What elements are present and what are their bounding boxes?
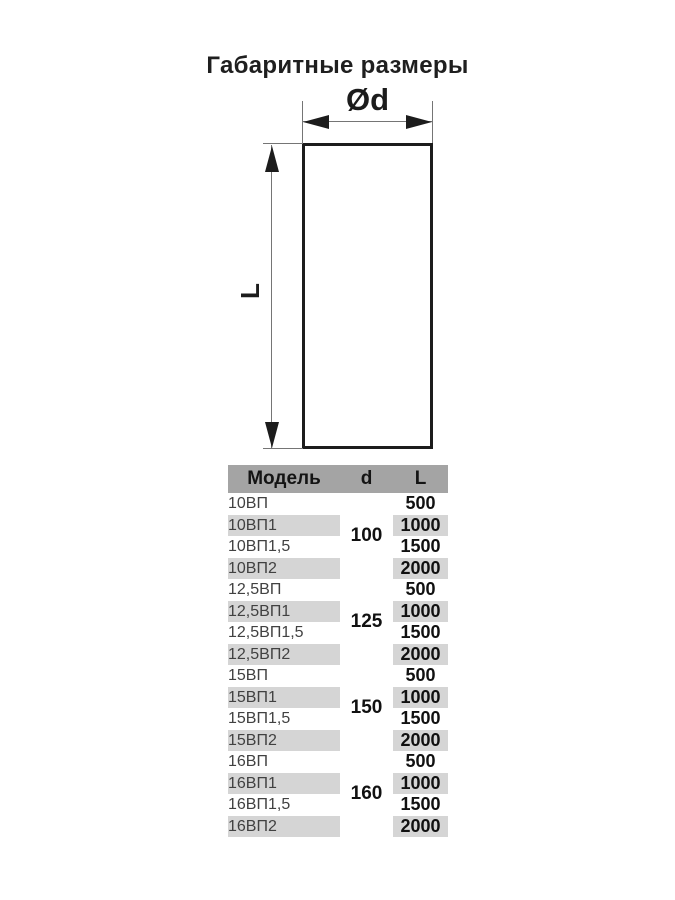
table-row: [228, 687, 448, 709]
l-cell: 1500: [400, 622, 441, 642]
extension-line-top: [263, 143, 303, 144]
dim-arrow-up-icon: [265, 146, 279, 172]
extension-line-bottom: [263, 448, 303, 449]
dim-arrow-left-icon: [303, 115, 329, 129]
length-label: L: [235, 283, 265, 299]
d-cell: 150: [340, 665, 393, 751]
table-header-row: [228, 465, 448, 493]
l-cell: 1000: [393, 687, 448, 709]
model-cell: 15ВП1,5: [228, 710, 291, 727]
dimensions-table: [228, 465, 448, 837]
table-row: [228, 601, 448, 623]
col-header-d: d: [340, 465, 393, 493]
table-row: [228, 708, 448, 730]
model-cell: 15ВП: [228, 667, 268, 684]
model-cell: 16ВП2: [228, 816, 340, 838]
length-dimension-line: [271, 145, 272, 448]
l-cell: 500: [405, 665, 436, 685]
model-cell: 16ВП: [228, 753, 268, 770]
model-cell: 15ВП1: [228, 687, 340, 709]
dim-arrow-right-icon: [406, 115, 432, 129]
l-cell: 2000: [393, 816, 448, 838]
l-cell: 1000: [393, 601, 448, 623]
l-cell: 1500: [400, 794, 441, 814]
table-row: [228, 622, 448, 644]
table-row: [228, 579, 448, 601]
model-cell: 12,5ВП: [228, 581, 282, 598]
model-cell: 10ВП2: [228, 558, 340, 580]
model-cell: 12,5ВП1,5: [228, 624, 304, 641]
table-row: [228, 730, 448, 752]
l-cell: 2000: [393, 644, 448, 666]
l-cell: 1000: [393, 515, 448, 537]
tube-outline: [302, 143, 433, 449]
l-cell: 1500: [400, 536, 441, 556]
table-row: [228, 536, 448, 558]
table-row: [228, 493, 448, 515]
d-cell: 125: [340, 579, 393, 665]
diameter-label: Ød: [345, 82, 390, 117]
page-title: Габаритные размеры: [206, 52, 469, 79]
l-cell: 500: [405, 579, 436, 599]
table-row: [228, 515, 448, 537]
l-cell: 2000: [393, 558, 448, 580]
col-header-model: Модель: [228, 465, 340, 493]
model-cell: 16ВП1,5: [228, 796, 291, 813]
model-cell: 12,5ВП1: [228, 601, 340, 623]
table-row: [228, 816, 448, 838]
table-row: [228, 773, 448, 795]
model-cell: 10ВП1,5: [228, 538, 291, 555]
model-cell: 16ВП1: [228, 773, 340, 795]
dim-arrow-down-icon: [265, 422, 279, 448]
model-cell: 10ВП: [228, 495, 268, 512]
l-cell: 1500: [400, 708, 441, 728]
table-row: [228, 665, 448, 687]
l-cell: 500: [405, 493, 436, 513]
l-cell: 1000: [393, 773, 448, 795]
d-cell: 160: [340, 751, 393, 837]
table-row: [228, 794, 448, 816]
table-row: [228, 644, 448, 666]
model-cell: 15ВП2: [228, 730, 340, 752]
d-cell: 100: [340, 493, 393, 579]
table-row: [228, 558, 448, 580]
model-cell: 10ВП1: [228, 515, 340, 537]
l-cell: 2000: [393, 730, 448, 752]
l-cell: 500: [405, 751, 436, 771]
table-row: [228, 751, 448, 773]
col-header-l: L: [393, 465, 448, 493]
model-cell: 12,5ВП2: [228, 644, 340, 666]
